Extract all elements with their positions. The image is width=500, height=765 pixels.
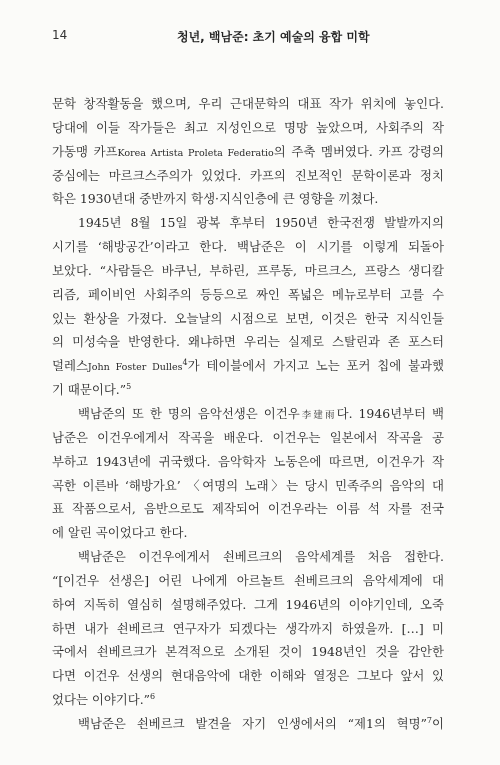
text-line	[52, 497, 444, 521]
text-line	[52, 545, 444, 569]
footnote-marker: 5	[126, 382, 132, 391]
text-segment: 당대에 이들 작가들은 최고 지성인으로 명망 높았으며, 사회주의 작	[52, 119, 444, 135]
text-segment: 백남준은 쇤베르크 발견을 자기 인생에서의 “제1의 혁명”	[78, 715, 427, 731]
text-line	[52, 187, 444, 211]
text-segment: 기 때문이다.”	[52, 382, 127, 398]
footnote-marker: 7	[426, 715, 433, 725]
text-segment: 백남준은 이건우에게서 쇤베르크의 음악세계를 처음 접한다.	[78, 549, 444, 565]
text-segment: 다. 1946년부터 백	[336, 405, 445, 421]
text-line	[52, 450, 444, 474]
text-segment: 남준은 이건우에게서 작곡을 배운다. 이건우는 일본에서 작곡을 공	[52, 429, 444, 445]
text-line	[52, 664, 444, 688]
foreign-term: Korea Artista Proleta Federatio	[117, 147, 274, 159]
text-segment: 가 테이블에서 가지고 노는 포커 칩에 불과했	[187, 358, 444, 374]
text-line	[52, 92, 444, 116]
page-header	[52, 28, 444, 48]
text-line	[52, 569, 444, 593]
footnote-marker: 6	[150, 691, 156, 701]
text-line	[52, 140, 444, 164]
text-line	[52, 617, 444, 641]
body-text	[52, 92, 444, 736]
text-line	[52, 307, 444, 331]
text-segment: 리즘, 페이비언 사회주의 등등으로 짜인 폭넓은 메뉴로부터 고를 수	[52, 286, 444, 302]
text-segment: 중심에는 마르크스주의가 있었다. 카프의 진보적인 문학이론과 정치	[52, 167, 444, 183]
text-segment: 하면 내가 쇤베르크 연구자가 되겠다는 생각까지 하였을까. […] 미	[52, 620, 444, 636]
text-line	[52, 402, 444, 426]
running-title: 청년, 백남준: 초기 예술의 융합 미학	[177, 30, 370, 44]
text-segment: 다면 이건우 선생의 현대음악에 대한 이해와 열정은 그보다 앞서 있	[52, 668, 444, 684]
text-line	[52, 521, 444, 545]
text-line	[52, 712, 444, 736]
text-line	[52, 235, 444, 259]
text-segment: 에 알린 곡이었다고 한다.	[52, 525, 188, 541]
text-segment: 가동맹 카프	[52, 143, 118, 159]
text-segment: 이	[432, 715, 444, 731]
text-line	[52, 330, 444, 354]
text-line	[52, 593, 444, 617]
text-segment: 1945년 8월 15일 광복 후부터 1950년 한국전쟁 발발까지의	[78, 215, 444, 231]
text-segment: 곡한 이른바 ‘해방가요’ 〈여명의 노래〉는 당시 민족주의 음악의 대	[52, 477, 444, 493]
text-line	[52, 426, 444, 450]
text-segment: 의 미성숙을 반영한다. 왜냐하면 우리는 실제로 스탈린과 존 포스터	[52, 334, 444, 350]
text-segment: 있는 환상을 가졌다. 오늘날의 시점으로 보면, 이것은 한국 지식인들	[52, 310, 444, 326]
text-line	[52, 474, 444, 498]
text-segment: 학은 1930년대 중반까지 학생·지식인층에 큰 영향을 끼쳤다.	[52, 191, 379, 207]
text-segment: 문학 창작활동을 했으며, 우리 근대문학의 대표 작가 위치에 놓인다.	[52, 96, 444, 111]
text-segment: 시기를 ‘해방공간’이라고 한다. 백남준은 이 시기를 이렇게 되돌아	[52, 239, 444, 255]
text-line	[52, 640, 444, 664]
text-line	[52, 259, 444, 283]
text-segment: 덜레스	[52, 358, 88, 374]
text-segment: 표 작품으로서, 음반으로도 제작되어 이건우라는 이름 석 자를 전국	[52, 501, 444, 517]
text-line	[52, 211, 444, 235]
text-line	[52, 688, 444, 712]
foreign-term: 李建雨	[299, 409, 337, 421]
text-segment: “[이건우 선생은] 어린 나에게 아르놀트 쇤베르크의 음악세계에 대	[52, 572, 444, 588]
text-segment: 하여 지독히 열심히 설명해주었다. 그게 1946년의 이야기인데, 오죽	[52, 596, 444, 612]
text-segment: 보았다. “사람들은 바쿠닌, 부하린, 프루동, 마르크스, 프랑스 생디칼	[52, 262, 444, 278]
text-line	[52, 354, 444, 378]
text-segment: 국에서 쇤베르크가 본격적으로 소개된 것이 1948년인 것을 감안한	[52, 644, 444, 660]
text-segment: 백남준의 또 한 명의 음악선생은 이건우	[78, 405, 300, 421]
text-line	[52, 116, 444, 140]
foreign-term: John Foster Dulles	[87, 362, 183, 374]
text-line	[52, 378, 444, 402]
text-line	[52, 283, 444, 307]
footnote-marker: 4	[182, 358, 188, 368]
text-line	[52, 164, 444, 188]
page-number: 14	[52, 28, 68, 42]
text-segment: 부하고 1943년에 귀국했다. 음악학자 노동은에 따르면, 이건우가 작	[52, 453, 444, 469]
text-segment: 의 주축 멤버였다. 카프 강령의	[273, 143, 444, 159]
text-segment: 었다는 이야기다.”	[52, 692, 150, 708]
